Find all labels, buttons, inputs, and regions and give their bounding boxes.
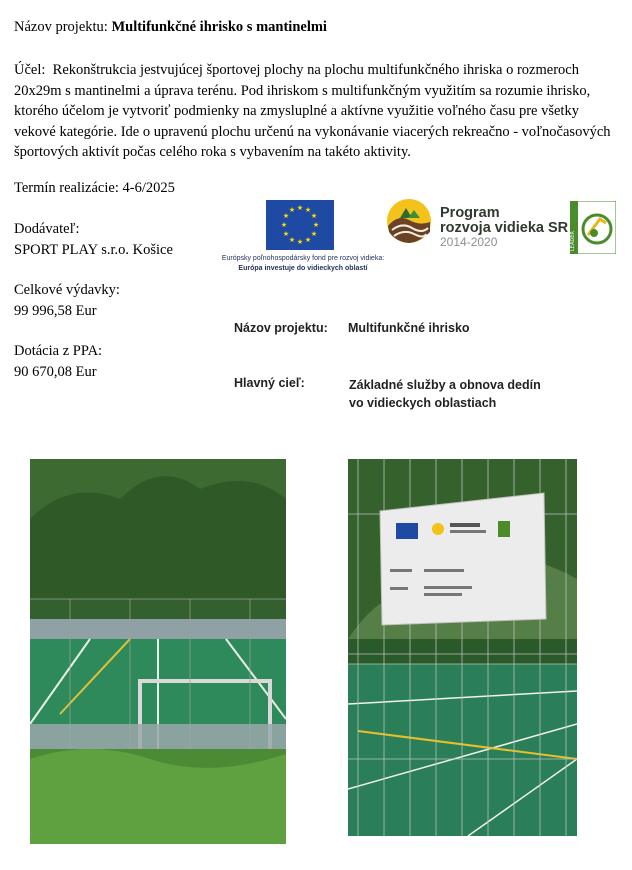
- leader-text: LEADER: [570, 231, 576, 251]
- svg-text:★: ★: [282, 212, 290, 220]
- project-title: [14, 17, 327, 38]
- purpose-paragraph: [14, 60, 614, 163]
- term-label: Termín realizácie:: [14, 180, 119, 196]
- eu-caption: [213, 254, 393, 274]
- leader-logo: [570, 201, 616, 254]
- program-years: 2014-2020: [440, 235, 498, 249]
- eu-caption-line2: Európa investuje do vidieckych oblastí: [238, 265, 368, 272]
- grant-label: Dotácia z PPA:: [14, 343, 103, 359]
- panel-goal-line1: Základné služby a obnova dedín: [349, 378, 541, 392]
- svg-text:★: ★: [296, 204, 304, 212]
- eu-caption-line1: Európsky poľnohospodársky fond pre rozvoj vidieka:: [221, 255, 385, 262]
- panel-goal-value: [349, 376, 541, 412]
- term-value: 4-6/2025: [122, 180, 175, 196]
- svg-text:★: ★: [312, 221, 320, 229]
- program-line2: rozvoja vidieka SR: [440, 220, 569, 236]
- eu-flag-logo: [266, 200, 334, 250]
- program-title: [440, 206, 568, 236]
- svg-text:★: ★: [310, 212, 318, 220]
- term-line: [14, 178, 175, 199]
- svg-text:★: ★: [288, 236, 296, 244]
- panel-name-label: Názov projektu:: [234, 321, 328, 335]
- svg-text:★: ★: [288, 206, 296, 214]
- program-emblem-logo: [386, 198, 432, 244]
- program-line1: Program: [440, 205, 500, 221]
- panel-goal-label: Hlavný cieľ:: [234, 376, 305, 390]
- svg-text:★: ★: [296, 238, 304, 246]
- svg-text:★: ★: [304, 206, 312, 214]
- panel-goal-line2: vo vidieckych oblastiach: [349, 396, 497, 410]
- svg-text:★: ★: [310, 230, 318, 238]
- panel-name-value: Multifunkčné ihrisko: [348, 321, 470, 335]
- supplier-block: [14, 219, 173, 260]
- svg-text:★: ★: [282, 230, 290, 238]
- court-photo-sign: [348, 459, 577, 836]
- svg-text:★: ★: [304, 236, 312, 244]
- expenses-block: [14, 280, 120, 321]
- project-title-label: Názov projektu:: [14, 19, 108, 35]
- expenses-label: Celkové výdavky:: [14, 282, 120, 298]
- court-photo-goal: [30, 459, 286, 844]
- purpose-label: Účel:: [14, 62, 46, 78]
- project-title-value: Multifunkčné ihrisko s mantinelmi: [111, 19, 327, 35]
- supplier-value: SPORT PLAY s.r.o. Košice: [14, 241, 173, 258]
- grant-block: [14, 341, 102, 382]
- supplier-label: Dodávateľ:: [14, 221, 80, 237]
- expenses-value: 99 996,58 Eur: [14, 302, 97, 319]
- grant-value: 90 670,08 Eur: [14, 363, 97, 380]
- purpose-text: Rekonštrukcia jestvujúcej športovej plochy na plochu multifunkčného ihriska o rozmeroch 20x29m s mantinelmi a úprava terénu. Pod ihriskom s multifunkčným využitím sa rozumie ihrisko, ktorého účelom je vytvoriť podmienky na zmysluplné a aktívne využitie voľného času pre všetky vekové kategórie. Ide o upravenú plochu určenú na vykonávanie viacerých rekreačno - voľnočasových športových aktivít počas celého roka s vybavením na takéto aktivity.: [14, 62, 611, 160]
- svg-text:★: ★: [280, 221, 288, 229]
